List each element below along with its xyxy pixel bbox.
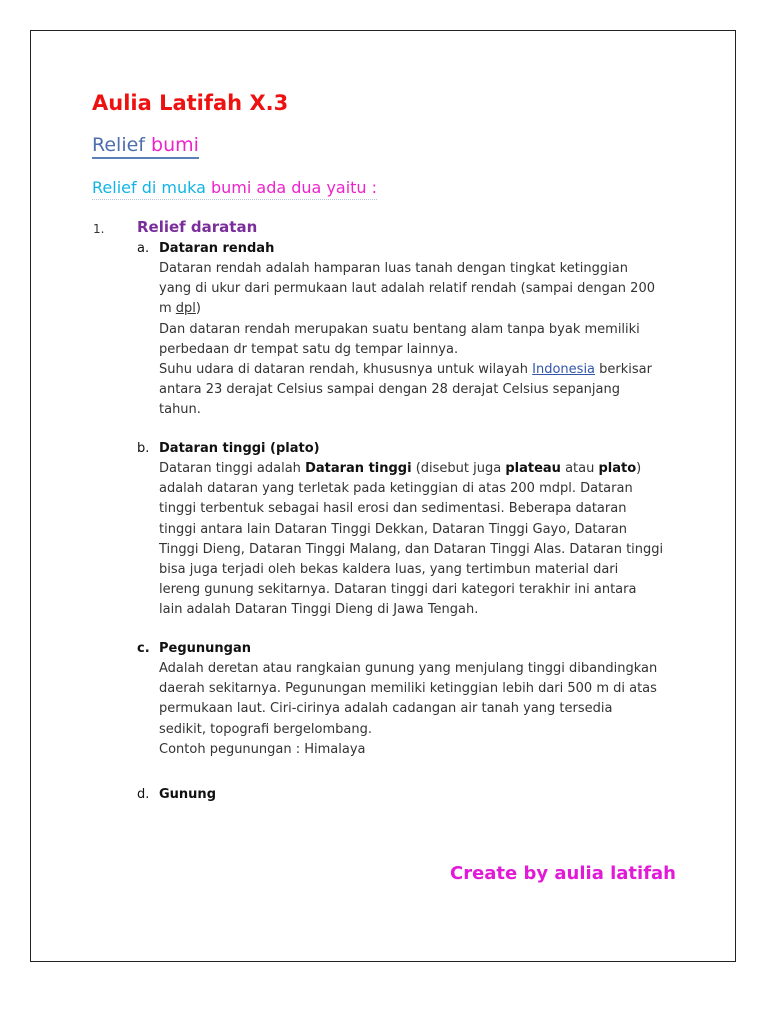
body-line: bisa juga terjadi oleh bekas kaldera luas, yang tertimbun material dari [159,562,619,578]
body-text: m [159,301,176,317]
body-line: Tinggi Dieng, Dataran Tinggi Malang, dan Dataran Tinggi Alas. Dataran tinggi [159,541,664,557]
item-title-gunung: Gunung [159,787,216,802]
body-line: perbedaan dr tempat satu dg tempar lainnya. [159,341,459,357]
body-text: ) [636,461,642,476]
item-letter-d: d. [137,787,150,802]
body-line [159,299,655,319]
document-page [30,30,736,962]
body-line: lereng gunung sekitarnya. Dataran tinggi dari kategori terakhir ini antara [159,582,637,598]
dpl-abbreviation: dpl [175,301,196,317]
body-text: atau [560,461,599,476]
item-body-dataran-tinggi [159,459,663,621]
body-text: Dataran tinggi adalah [159,461,306,476]
list-number: 1. [93,222,105,236]
body-line: Adalah deretan atau rangkaian gunung yang menjulang tinggi dibandingkan [159,661,658,676]
body-text: Suhu udara di dataran rendah, khusus [159,362,409,378]
body-line [159,360,655,380]
document-title: Aulia Latifah X.3 [92,91,289,115]
intro-line [92,178,377,200]
body-line: sedikit, topografi bergelombang. [159,721,372,737]
intro-part-2: bumi ada dua yaitu : [210,178,378,197]
body-line: adalah dataran yang terletak pada ketinggian di atas 200 mdpl. Dataran [159,481,633,497]
body-text: berkisar [595,362,652,378]
item-letter-a: a. [137,241,150,256]
item-title-dataran-rendah: Dataran rendah [159,241,275,256]
intro-part-1: Relief di muka [92,178,211,197]
body-line: Dan dataran rendah merupakan suatu bentang alam tanpa byak memiliki [159,321,640,337]
body-line: permukaan laut. Ciri-cirinya adalah cadangan air tanah yang tersedia [159,701,613,717]
bold-term: plato [598,461,637,476]
bold-term: Dataran tinggi [305,461,412,476]
body-line: tahun. [159,402,201,418]
body-line: antara 23 derajat Celsius sampai dengan 28 derajat Celsius sepanjang [159,382,620,398]
subtitle-word-bumi: bumi [151,134,199,156]
item-letter-b: b. [137,441,150,456]
indonesia-link[interactable]: Indonesia [532,362,596,378]
footer-credit: Create by aulia latifah [449,863,676,884]
item-body-pegunungan [159,659,657,760]
bold-term: plateau [505,461,561,476]
item-body-dataran-rendah [159,259,655,421]
item-title-pegunungan: Pegunungan [159,641,252,656]
subtitle-word-relief: Relief [92,134,152,156]
body-text: (disebut juga [411,461,506,476]
item-title-dataran-tinggi: Dataran tinggi (plato) [159,441,320,456]
body-text: ) [195,301,201,317]
item-letter-c: c. [137,641,150,656]
body-line: tinggi terbentuk sebagai hasil erosi dan sedimentasi. Beberapa dataran [159,501,627,517]
body-line: lain adalah Dataran Tinggi Dieng di Jawa Tengah. [159,602,479,618]
body-line [159,459,663,479]
body-text: nya untuk wilayah [408,362,533,378]
list-heading: Relief daratan [137,218,258,236]
body-line: Contoh pegunungan : Himalaya [159,741,366,757]
body-line: Dataran rendah adalah hamparan luas tanah dengan tingkat ketinggian [159,261,628,276]
body-line: tinggi antara lain Dataran Tinggi Dekkan, Dataran Tinggi Gayo, Dataran [159,521,628,537]
section-heading [92,134,199,159]
body-line: yang di ukur dari permukaan laut adalah relatif rendah (sampai dengan 200 [159,281,655,297]
body-line: daerah sekitarnya. Pegunungan memiliki ketinggian lebih dari 500 m di atas [159,681,657,697]
